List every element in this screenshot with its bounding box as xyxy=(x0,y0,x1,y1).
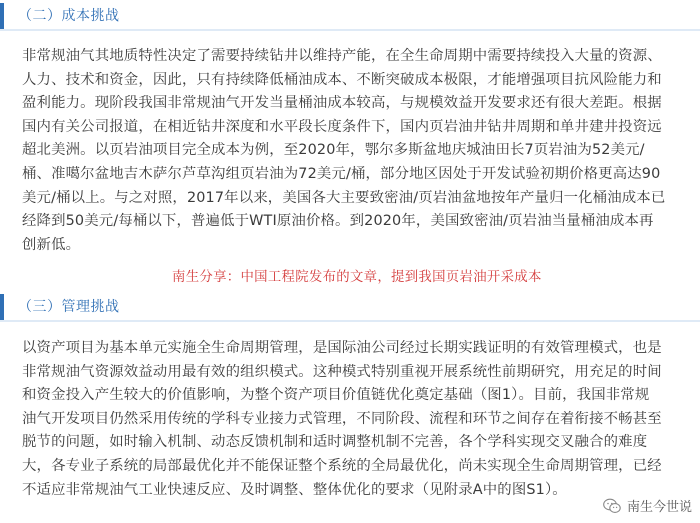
text-line: 和资金投入产生较大的价值影响，为整个资产项目价值链优化奠定基础（图1）。目前，我国非常规 xyxy=(22,387,650,404)
text-line: 人力、技术和资金，因此，只有持续降低桶油成本、不断突破成本极限，才能增强项目抗风险能力和 xyxy=(22,71,662,88)
text-line: 非常规油气其地质特性决定了需要持续钻井以维持产能，在全生命周期中需要持续投入大量的资源、 xyxy=(22,48,662,64)
text-line: 国内有关公司报道，在相近钻井深度和水平段长度条件下，国内页岩油井钻井周期和单井建井投资远 xyxy=(22,118,662,135)
paragraph-management xyxy=(22,337,682,502)
text-line: 美元/桶以上。与之对照，2017年以来，美国各大主要致密油/页岩油盆地按年产量归一化桶油成本已 xyxy=(22,189,666,206)
text-line: 经降到50美元/每桶以下，普遍低于WTI原油价格。到2020年，美国致密油/页岩油当量桶油成本再 xyxy=(22,213,654,230)
text-line: 不适应非常规油气工业快速反应、及时调整、整体优化的要求（见附录A中的图S1）。 xyxy=(22,481,567,498)
text-line: 脱节的问题，如时输入机制、动态反馈机制和适时调整机制不完善，各个学科实现交叉融合的难度 xyxy=(22,434,648,451)
section-header-cost xyxy=(0,3,700,31)
text-line: 盈利能力。现阶段我国非常规油气开发当量桶油成本较高，与规模效益开发要求还有很大差距。根据 xyxy=(22,95,662,112)
text-line: 创新低。 xyxy=(22,236,81,253)
section-title-cost: （二）成本挑战 xyxy=(18,8,120,24)
section-accent-bar xyxy=(0,3,4,29)
text-line: 桶、准噶尔盆地吉木萨尔芦草沟组页岩油为72美元/桶，部分地区因处于开发试验初期价格更高达90 xyxy=(22,165,661,182)
section-title-management: （三）管理挑战 xyxy=(18,299,120,315)
section-accent-bar xyxy=(0,294,4,320)
share-note: 南生分享：中国工程院发布的文章，提到我国页岩油开采成本 xyxy=(172,270,542,285)
watermark xyxy=(603,496,692,515)
text-line: 油气开发项目仍然采用传统的学科专业接力式管理，不同阶段、流程和环节之间存在着衔接不畅甚至 xyxy=(22,410,662,427)
wechat-icon xyxy=(603,498,621,514)
text-line: 大，各专业子系统的局部最优化并不能保证整个系统的全局最优化，尚未实现全生命周期管理，已经 xyxy=(22,457,662,474)
paragraph-cost xyxy=(22,45,682,257)
section-header-management xyxy=(0,294,700,322)
text-line: 非常规油气资源效益动用最有效的组织模式。这种模式特别重视开展系统性前期研究，用充足的时间 xyxy=(22,363,662,380)
text-line: 以资产项目为基本单元实施全生命周期管理，是国际油公司经过长期实践证明的有效管理模式，也是 xyxy=(22,340,662,356)
watermark-text: 南生今世说 xyxy=(626,500,692,515)
text-line: 超北美洲。以页岩油项目完全成本为例，至2020年，鄂尔多斯盆地庆城油田长7页岩油为52美元/ xyxy=(22,142,645,159)
